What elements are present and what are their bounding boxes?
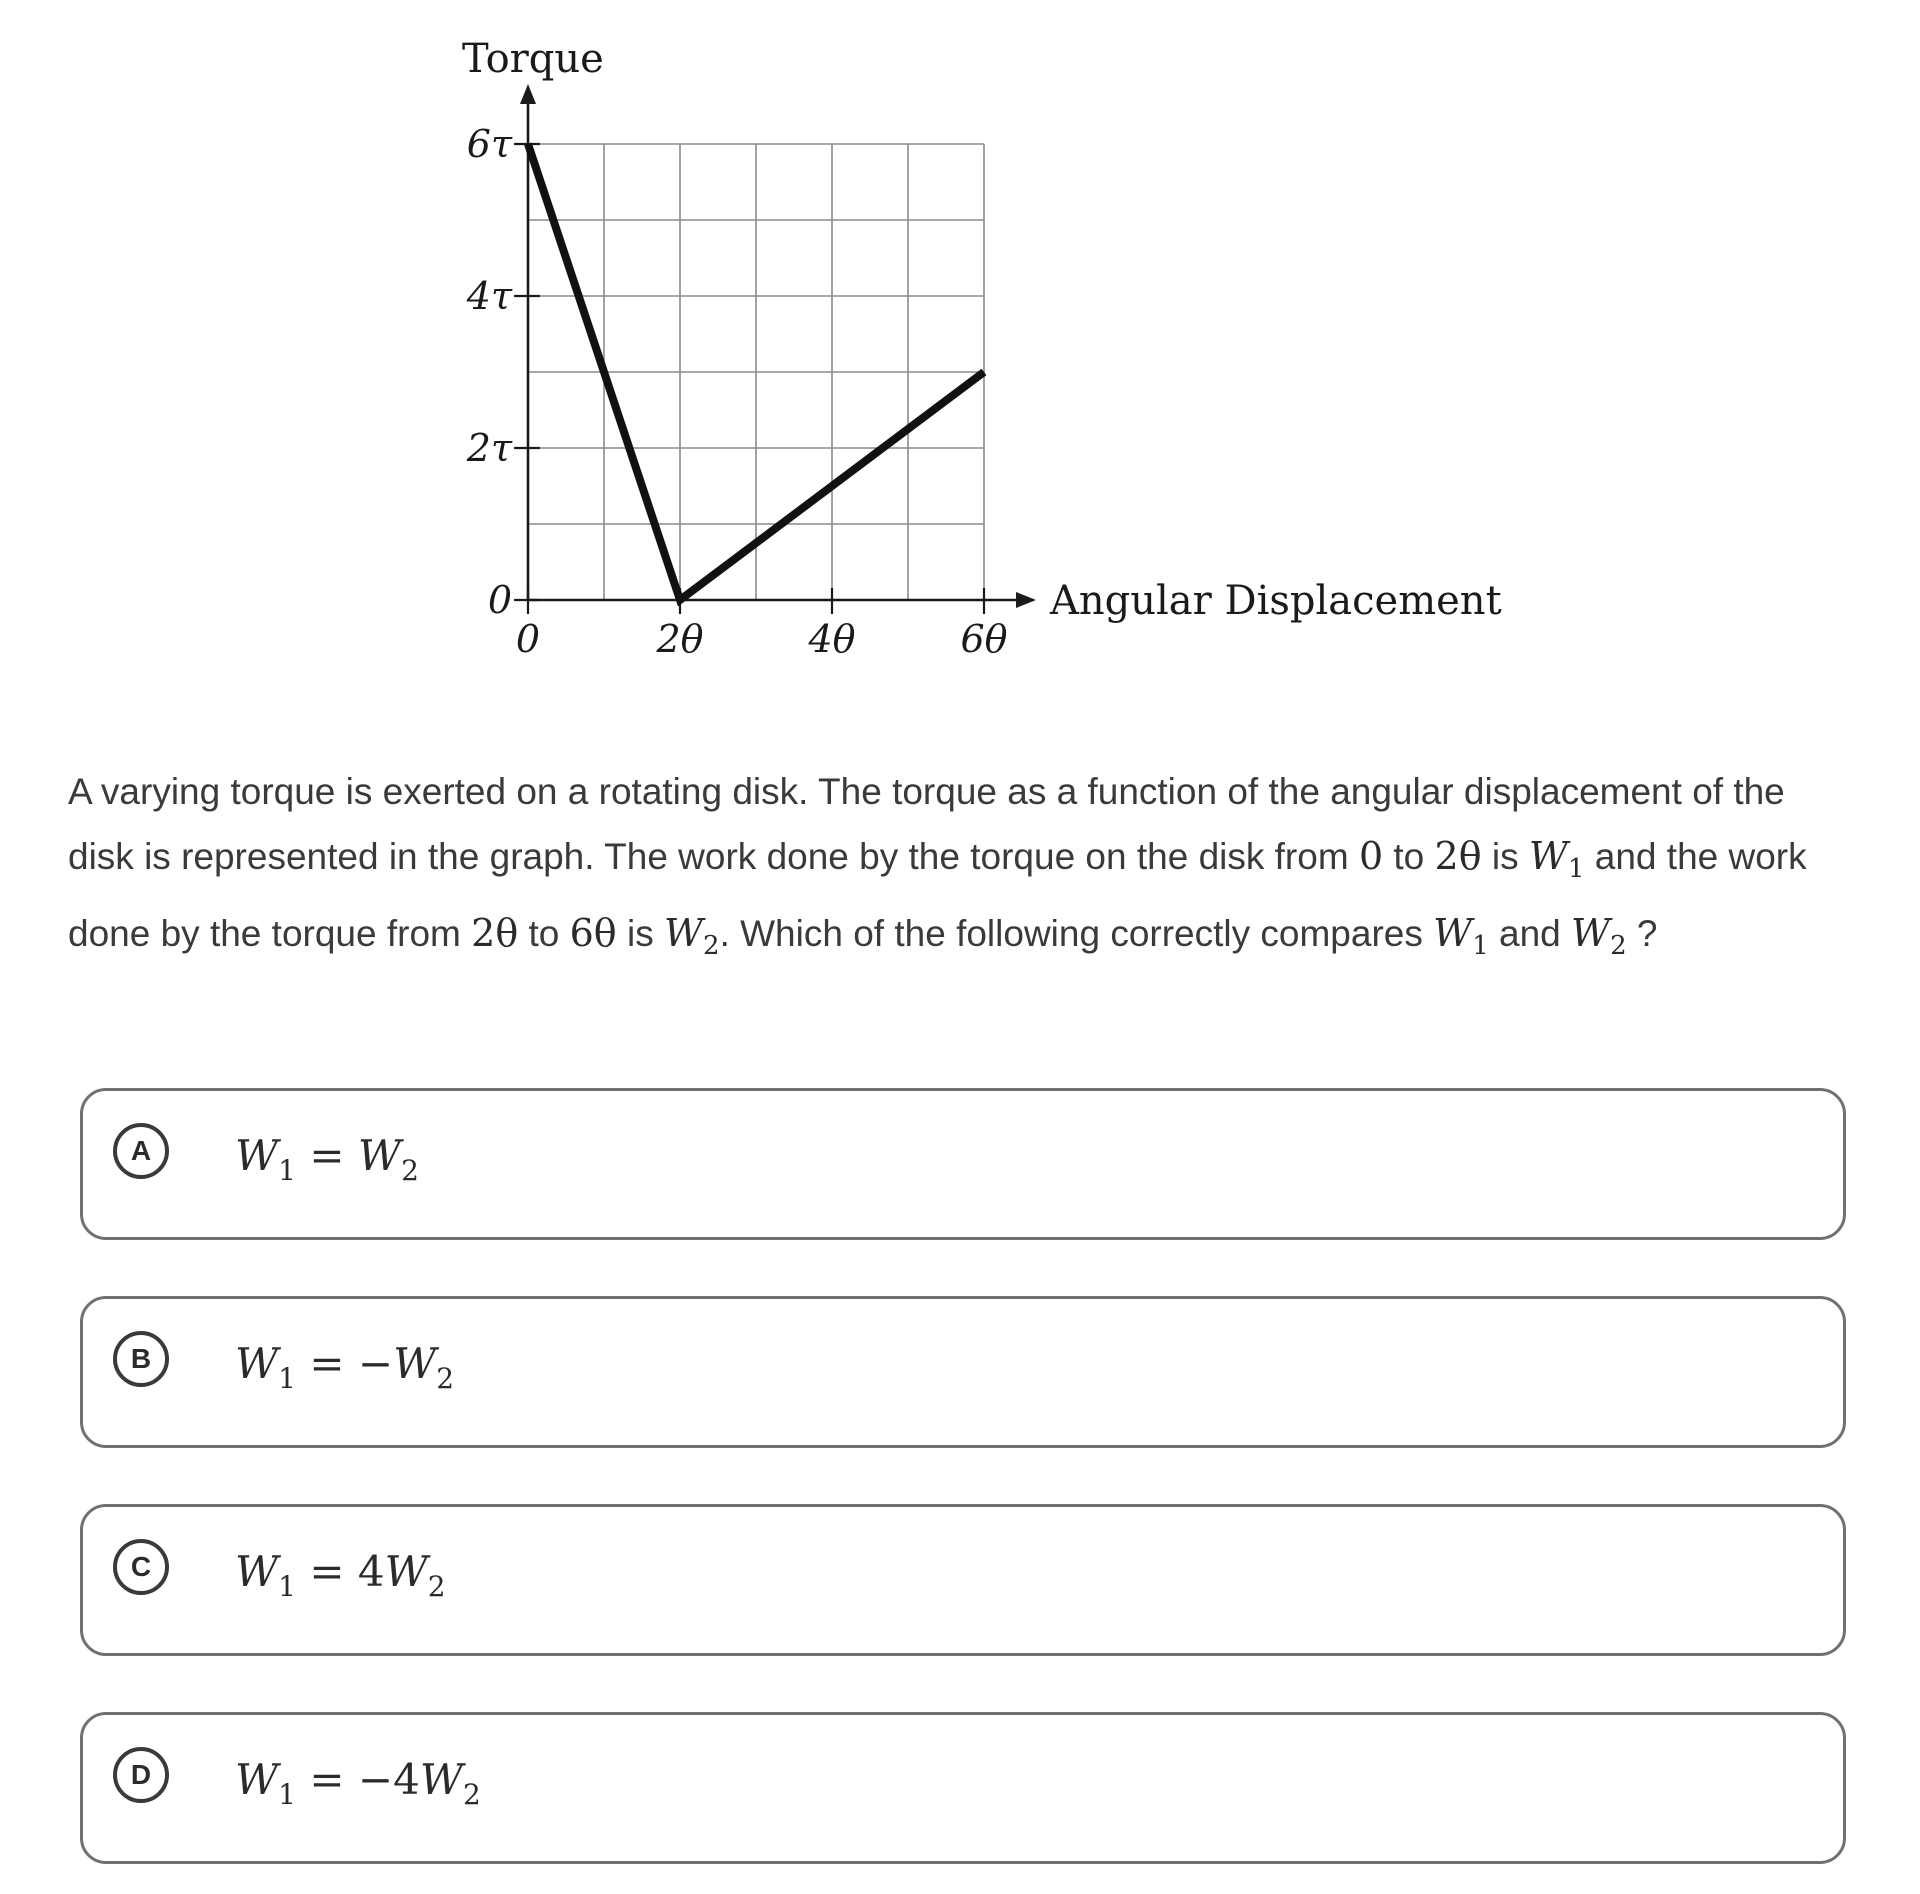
option-d[interactable] (80, 1712, 1846, 1864)
y-axis-title: Torque (462, 36, 604, 82)
x-tick-label: 6θ (960, 617, 1008, 661)
option-c-text: $W_1 = 4W_2$ (235, 1547, 446, 1603)
torque-chart (0, 0, 1920, 700)
question-text: A varying torque is exerted on a rotating disk. The torque as a function of the angular displacement of the disk is represented in the graph. The work done by the torque on the disk from 0 to 2θ is $W_1$ and the work done by the torque from 2θ to 6θ is $W_2$. Which of the following correctly compares $W_1$ and $W_2$ ? (68, 771, 1807, 961)
option-c-badge: C (113, 1539, 169, 1595)
option-a[interactable] (80, 1088, 1846, 1240)
option-b-text: $W_1 = -W_2$ (235, 1339, 455, 1395)
option-a-badge: A (113, 1123, 169, 1179)
y-tick-label: 6τ (466, 122, 512, 166)
x-tick-label: 2θ (656, 617, 704, 661)
y-tick-label: 4τ (466, 274, 512, 318)
option-b-badge: B (113, 1331, 169, 1387)
option-c[interactable] (80, 1504, 1846, 1656)
chart-grid (528, 144, 984, 600)
x-axis-arrow (1016, 592, 1036, 608)
x-axis-title: Angular Displacement (1050, 578, 1502, 624)
option-d-text: $W_1 = -4W_2$ (235, 1755, 481, 1811)
x-tick-label: 0 (515, 617, 541, 661)
option-d-badge: D (113, 1747, 169, 1803)
option-a-text: $W_1 = W_2$ (235, 1131, 419, 1187)
y-tick-label: 2τ (466, 426, 512, 470)
option-b[interactable] (80, 1296, 1846, 1448)
y-tick-label: 0 (487, 578, 512, 622)
y-axis-arrow (520, 84, 536, 104)
x-tick-label: 4θ (808, 617, 856, 661)
